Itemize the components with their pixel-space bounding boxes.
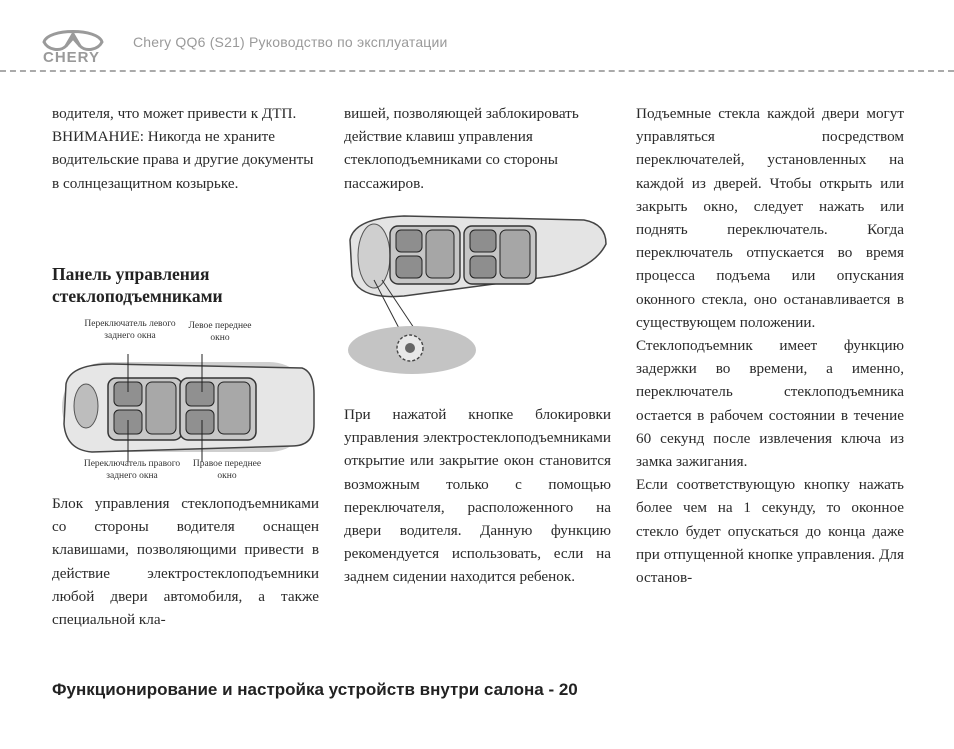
driver-window-control-figure	[52, 316, 322, 486]
label-front-right-window: Правое переднее окно	[192, 459, 262, 481]
control-panel-illustration	[52, 354, 320, 462]
lock-button-illustration	[344, 210, 608, 380]
label-rear-left-switch: Переключатель левого заднего окна	[84, 319, 176, 341]
paragraph: водителя, что может привести к ДТП.	[52, 105, 297, 122]
page-footer: Функционирование и настройка устройств внутри салона - 20	[52, 680, 578, 699]
column-3	[636, 102, 904, 589]
paragraph: вишей, позволяющей заблокировать действие клавиш управления стеклоподъемниками со стороны пассажиров.	[344, 105, 579, 192]
header-divider	[0, 70, 954, 72]
passenger-lock-figure	[344, 210, 608, 380]
brand-wordmark: CHERY	[43, 49, 100, 66]
column-1-bottom	[52, 492, 319, 631]
column-2	[344, 102, 611, 195]
label-front-left-window: Левое переднее окно	[188, 321, 252, 343]
column-2-bottom	[344, 403, 611, 589]
paragraph: Подъемные стекла каждой двери могут управляться посредством переключателей, установленных на каждой из дверей. Чтобы открыть или закрыть окно, следует нажать или поднять переключатель. Когда переключатель отпускается во время процесса подъема или опускания оконного стекла, оно останавливается в существующем положении.	[636, 105, 904, 331]
label-rear-right-switch: Переключатель правого заднего окна	[83, 459, 181, 481]
paragraph: При нажатой кнопке блокировки управления электростеклоподъемниками открытие или закрытие окон становится возможным только с помощью переключателя, расположенного на двери водителя. Данную функцию рекомендуется использовать, если на заднем сидении находится ребенок.	[344, 406, 611, 586]
column-1	[52, 102, 319, 195]
manual-title: Chery QQ6 (S21) Руководство по эксплуатации	[133, 34, 448, 50]
paragraph: Если соответствующую кнопку нажать более чем на 1 секунду, то оконное стекло будет опускаться до конца даже при отпущенной кнопке управления. Для останов-	[636, 476, 904, 587]
warning-paragraph: ВНИМАНИЕ: Никогда не храните водительские права и другие документы в солнцезащитном козырьке.	[52, 128, 314, 192]
paragraph: Блок управления стеклоподъемниками со стороны водителя оснащен клавишами, позволяющими привести в действие электростеклоподъемники любой двери автомобиля, а также специальной кла-	[52, 495, 319, 629]
chery-logo	[38, 24, 108, 66]
section-heading: Панель управления стеклоподъемниками	[52, 264, 223, 306]
paragraph: Стеклоподъемник имеет функцию задержки во времени, а именно, переключатель стеклоподъемника остается в рабочем состоянии в течение 60 секунд после извлечения ключа из замка зажигания.	[636, 337, 904, 471]
